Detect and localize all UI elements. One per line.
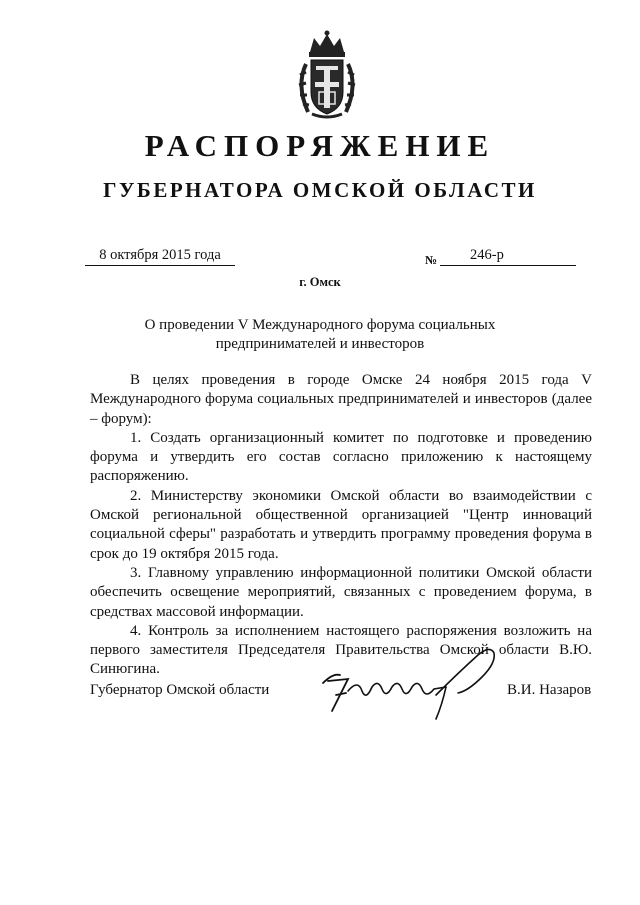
paragraph-item-2: 2. Министерству экономики Омской области во взаимодействии с Омской региональной общественной организацией "Центр инноваций социальной сферы" разработать и утвердить программу проведения форума в срок до 19 октября 2015 года.	[90, 487, 592, 562]
omsk-coat-of-arms-emblem	[292, 30, 362, 120]
document-body	[90, 371, 592, 680]
subject-line: предпринимателей и инвесторов	[215, 336, 425, 352]
city: г. Омск	[299, 275, 341, 289]
document-title: РАСПОРЯЖЕНИЕ	[144, 128, 496, 163]
paragraph-item-3: 3. Главному управлению информационной политики Омской области обеспечить освещение мероприятий, связанных с проведением форума, в средствах массовой информации.	[90, 564, 592, 620]
document-subtitle: ГУБЕРНАТОРА ОМСКОЙ ОБЛАСТИ	[103, 178, 537, 202]
paragraph-item-4: 4. Контроль за исполнением настоящего распоряжения возложить на первого заместителя Председателя Правительства Омской области В.Ю. Синюгина.	[90, 622, 592, 678]
subject-line: О проведении V Международного форума социальных	[144, 317, 496, 333]
document-subject	[0, 316, 640, 354]
signatory-name: В.И. Назаров	[507, 682, 592, 698]
number-label: №	[425, 253, 438, 267]
document-date: 8 октября 2015 года	[85, 247, 235, 266]
signatory-title: Губернатор Омской области	[90, 682, 270, 698]
handwritten-signature	[318, 643, 508, 723]
document-number: 246-р	[440, 247, 576, 266]
paragraph-item-1: 1. Создать организационный комитет по подготовке и проведению форума и утвердить его состав согласно приложению к настоящему распоряжению.	[90, 429, 592, 485]
paragraph-preamble: В целях проведения в городе Омске 24 ноября 2015 года V Международного форума социальных предпринимателей и инвесторов (далее – форум):	[90, 372, 592, 427]
